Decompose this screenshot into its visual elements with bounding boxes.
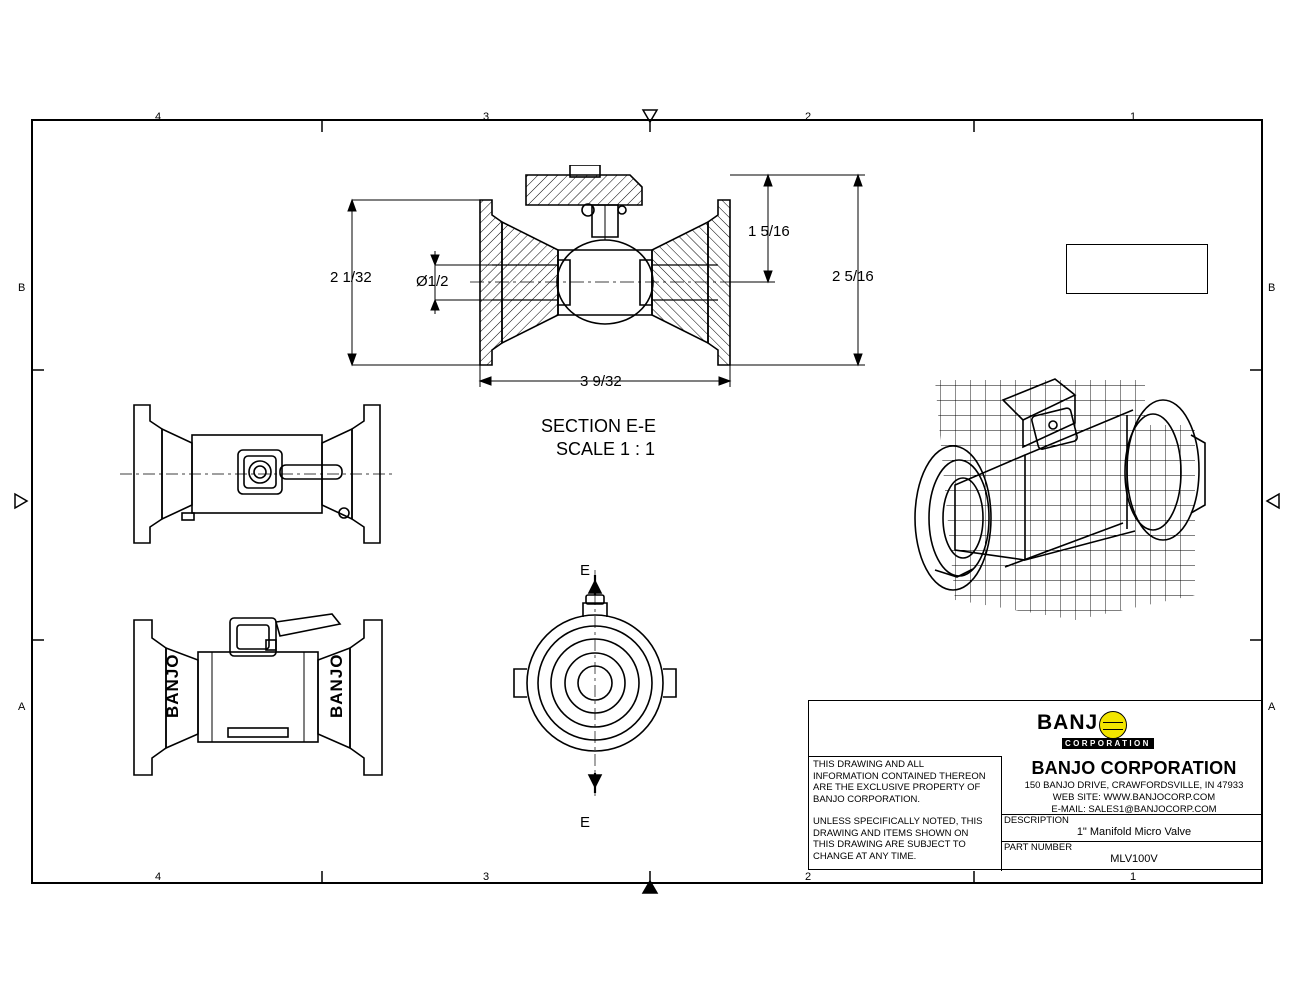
title-block: [808, 700, 1262, 870]
part-number-value: MLV100V: [1110, 853, 1158, 865]
section-title: SECTION E-E: [541, 416, 657, 436]
zone-bottom-4: 4: [155, 871, 162, 883]
zone-bottom-2: 2: [805, 871, 812, 883]
company-name: BANJO CORPORATION: [1031, 758, 1237, 778]
description-value: 1" Manifold Micro Valve: [1076, 826, 1192, 838]
dimension-3-9-32: 3 9/32: [580, 373, 622, 390]
view-end: [500, 562, 700, 855]
zone-left-a: A: [18, 701, 26, 713]
svg-text:BANJO: BANJO: [327, 653, 346, 718]
note-change: UNLESS SPECIFICALLY NOTED, THIS DRAWING AND ITEMS SHOWN ON THIS DRAWING ARE SUBJECT TO CHANGE AT ANY TIME.: [813, 816, 983, 862]
zone-top-2: 2: [805, 111, 812, 123]
section-cut-label-top: E: [580, 562, 591, 579]
svg-text:BANJO: BANJO: [163, 653, 182, 718]
zone-left-b: B: [18, 282, 26, 294]
zone-top-3: 3: [483, 111, 490, 123]
part-number-label: PART NUMBER: [1004, 842, 1073, 853]
banjo-logo-text: BANJ: [1037, 711, 1099, 734]
view-isometric: [895, 355, 1235, 655]
zone-top-4: 4: [155, 111, 162, 123]
title-block-divider-notes-top: [809, 756, 1001, 757]
zone-right-b: B: [1268, 282, 1276, 294]
zone-top-1: 1: [1130, 111, 1137, 123]
view-top: [120, 395, 395, 565]
description-label: DESCRIPTION: [1004, 815, 1069, 826]
zone-bottom-3: 3: [483, 871, 490, 883]
revision-box: [1066, 244, 1208, 294]
dimension-2-5-16: 2 5/16: [832, 268, 874, 285]
zone-bottom-1: 1: [1130, 871, 1137, 883]
section-cut-label-bottom: E: [580, 814, 591, 831]
dimension-1-5-16: 1 5/16: [748, 223, 790, 240]
section-scale: SCALE 1 : 1: [556, 439, 656, 459]
banjo-logo-ball-icon: [1099, 711, 1127, 739]
view-front: [120, 600, 395, 795]
zone-right-a: A: [1268, 701, 1276, 713]
note-proprietary: THIS DRAWING AND ALL INFORMATION CONTAINED THEREON ARE THE EXCLUSIVE PROPERTY OF BANJO CORPORATION.: [813, 759, 986, 805]
company-address: 150 BANJO DRIVE, CRAWFORDSVILLE, IN 47933 WEB SITE: WWW.BANJOCORP.COM E-MAIL: SALES1@BANJOCORP.COM: [1024, 780, 1244, 815]
dimension-2-1-32: 2 1/32: [330, 269, 372, 286]
dimension-bore: Ø1/2: [416, 273, 449, 290]
banjo-logo-corporation-text: CORPORATION: [1062, 738, 1154, 749]
